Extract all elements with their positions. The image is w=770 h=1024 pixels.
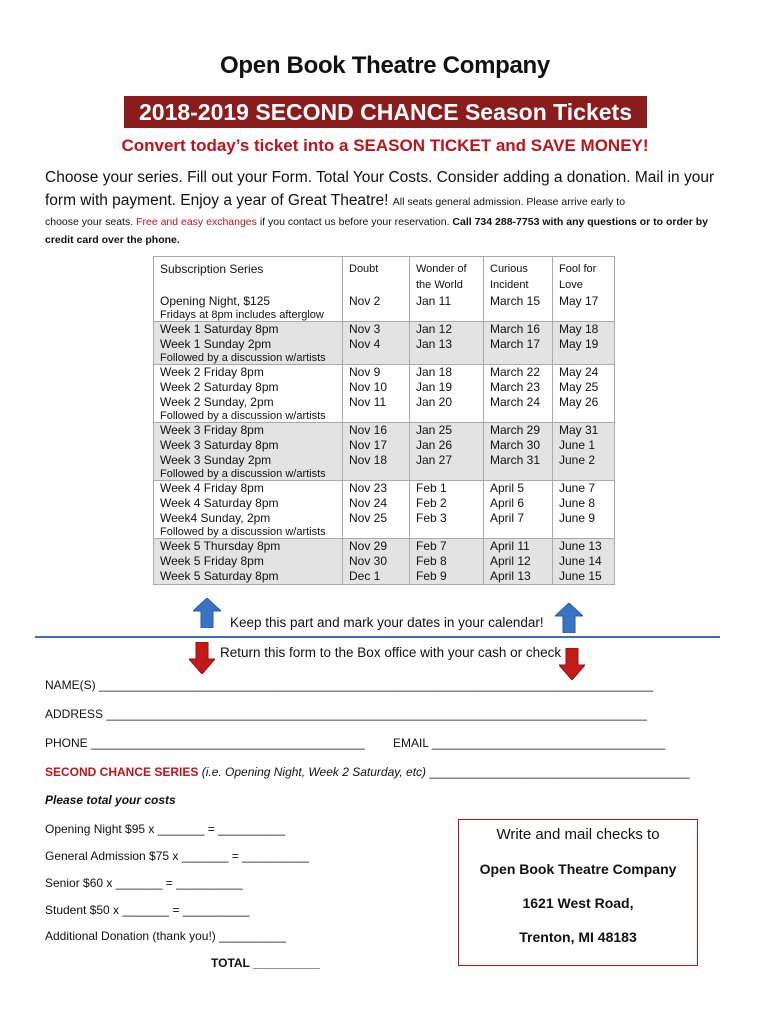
empty-cell	[553, 526, 615, 539]
table-note-row	[154, 410, 615, 423]
date-cell: Nov 11	[343, 395, 410, 410]
table-row	[154, 539, 615, 555]
date-cell: Nov 17	[343, 438, 410, 453]
empty-cell	[343, 526, 410, 539]
address-field[interactable]: ADDRESS _________________________________________________________________________________	[45, 707, 647, 721]
email-field[interactable]: EMAIL ___________________________________	[393, 736, 666, 750]
date-cell: Jan 12	[410, 322, 484, 338]
up-arrow-icon	[193, 598, 221, 628]
empty-cell	[484, 352, 553, 365]
series-name-cell: Week 1 Sunday 2pm	[154, 337, 343, 352]
series-name-cell: Week 2 Saturday 8pm	[160, 380, 279, 394]
series-name-cell: Week 4 Saturday 8pm	[160, 496, 279, 510]
date-cell: Feb 9	[410, 569, 484, 585]
date-cell: Jan 11	[410, 294, 484, 309]
date-cell: Nov 2	[343, 294, 410, 309]
date-cell: March 31	[484, 453, 553, 468]
date-cell: April 6	[484, 496, 553, 511]
table-note-row	[154, 309, 615, 322]
company-title: Open Book Theatre Company	[220, 52, 550, 79]
date-cell: Feb 8	[410, 554, 484, 569]
series-name-cell: Week 5 Saturday 8pm	[154, 569, 343, 585]
table-row	[154, 481, 615, 497]
series-field[interactable]	[45, 765, 690, 779]
series-note: Followed by a discussion w/artists	[160, 526, 326, 538]
empty-cell	[343, 468, 410, 481]
date-cell: Jan 25	[410, 423, 484, 439]
empty-cell	[343, 352, 410, 365]
date-cell: June 1	[553, 438, 615, 453]
date-cell: March 16	[484, 322, 553, 338]
keep-part-note: Keep this part and mark your dates in your calendar!	[230, 615, 544, 630]
date-cell: June 14	[553, 554, 615, 569]
call-text: Call 734 288-7753 with any questions or to order by credit card over the phone.	[45, 216, 709, 246]
empty-cell	[553, 352, 615, 365]
date-cell: May 25	[553, 380, 615, 395]
table-row	[154, 365, 615, 381]
return-form-note: Return this form to the Box office with your cash or check	[220, 645, 562, 660]
date-cell: March 24	[484, 395, 553, 410]
date-cell: May 17	[553, 294, 615, 309]
date-cell: Nov 18	[343, 453, 410, 468]
date-cell: Feb 7	[410, 539, 484, 555]
up-arrow-icon	[555, 603, 583, 633]
date-cell: Nov 4	[343, 337, 410, 352]
series-name-cell: Week 5 Friday 8pm	[154, 554, 343, 569]
empty-cell	[484, 410, 553, 423]
senior-cost-line[interactable]: Senior $60 x _______ = __________	[45, 876, 243, 890]
series-name-cell: Week 2 Sunday, 2pm	[160, 395, 274, 409]
mail-street: 1621 West Road,	[522, 895, 634, 911]
table-note-row	[154, 526, 615, 539]
series-name-cell: Week 3 Saturday 8pm	[154, 438, 343, 453]
date-cell: Jan 20	[410, 395, 484, 410]
date-cell: Nov 9	[343, 365, 410, 381]
date-cell: April 5	[484, 481, 553, 497]
date-cell: June 13	[553, 539, 615, 555]
column-header: Doubt	[343, 257, 410, 295]
table-row	[154, 337, 615, 352]
date-cell: May 19	[553, 337, 615, 352]
donation-line[interactable]: Additional Donation (thank you!) __________	[45, 929, 286, 943]
date-cell: March 22	[484, 365, 553, 381]
date-cell: March 23	[484, 380, 553, 395]
table-row	[154, 453, 615, 468]
date-cell: Nov 29	[343, 539, 410, 555]
table-row	[154, 554, 615, 569]
column-header: Wonder of the World	[410, 257, 484, 295]
series-note: Followed by a discussion w/artists	[160, 410, 326, 422]
phone-field[interactable]: PHONE _________________________________________	[45, 736, 365, 750]
table-note-row	[154, 468, 615, 481]
name-field[interactable]: NAME(S) ___________________________________________________________________________________	[45, 678, 653, 692]
opening-night-cost-line[interactable]: Opening Night $95 x _______ = __________	[45, 822, 285, 836]
series-name-cell: Week 5 Thursday 8pm	[154, 539, 343, 555]
intro-paragraph	[45, 166, 725, 214]
empty-cell	[553, 410, 615, 423]
date-cell: Nov 3	[343, 322, 410, 338]
column-header: Curious Incident	[484, 257, 553, 295]
series-name-cell: Week 2 Friday 8pm	[154, 365, 343, 381]
date-cell: Nov 10	[343, 380, 410, 395]
student-cost-line[interactable]: Student $50 x _______ = __________	[45, 903, 250, 917]
totals-title: Please total your costs	[45, 793, 176, 807]
series-blank[interactable]: _______________________________________	[429, 765, 690, 779]
date-cell: May 18	[553, 322, 615, 338]
empty-cell	[553, 468, 615, 481]
empty-cell	[410, 468, 484, 481]
table-row	[154, 511, 615, 526]
mail-instruction: Write and mail checks to	[496, 826, 660, 843]
empty-cell	[343, 410, 410, 423]
series-note: Fridays at 8pm includes afterglow	[160, 309, 324, 321]
series-name-cell: Opening Night, $125	[160, 294, 271, 308]
down-arrow-icon	[559, 648, 585, 680]
intro-seats-text: choose your seats.	[45, 216, 134, 228]
schedule-header-row	[154, 257, 615, 295]
date-cell: June 2	[553, 453, 615, 468]
date-cell: March 29	[484, 423, 553, 439]
schedule-table	[153, 256, 615, 585]
exchange-condition-text: if you contact us before your reservation.	[259, 216, 450, 228]
series-note: Followed by a discussion w/artists	[154, 468, 343, 481]
date-cell: Jan 18	[410, 365, 484, 381]
series-hint: (i.e. Opening Night, Week 2 Saturday, etc)	[201, 765, 427, 779]
series-name-cell: Week 4 Friday 8pm	[154, 481, 343, 497]
date-cell: Feb 1	[410, 481, 484, 497]
empty-cell	[410, 352, 484, 365]
season-banner: 2018-2019 SECOND CHANCE Season Tickets	[124, 96, 647, 128]
empty-cell	[410, 526, 484, 539]
intro-seating-note: All seats general admission. Please arrive early to	[392, 196, 626, 208]
date-cell: June 9	[553, 511, 615, 526]
date-cell: April 12	[484, 554, 553, 569]
table-note-row	[154, 352, 615, 365]
mail-city: Trenton, MI 48183	[519, 929, 637, 945]
date-cell: April 11	[484, 539, 553, 555]
table-row	[154, 423, 615, 439]
date-cell: Feb 2	[410, 496, 484, 511]
date-cell: March 15	[484, 294, 553, 309]
series-note: Followed by a discussion w/artists	[154, 352, 343, 365]
date-cell: April 13	[484, 569, 553, 585]
date-cell: June 8	[553, 496, 615, 511]
series-name-cell: Week 3 Friday 8pm	[154, 423, 343, 439]
series-name-cell: Week 3 Sunday 2pm	[154, 453, 343, 468]
empty-cell	[410, 410, 484, 423]
date-cell: Jan 26	[410, 438, 484, 453]
table-row	[154, 380, 615, 395]
date-cell: Jan 27	[410, 453, 484, 468]
mail-payee: Open Book Theatre Company	[479, 861, 677, 877]
date-cell: June 15	[553, 569, 615, 585]
table-row	[154, 322, 615, 338]
date-cell: Nov 25	[343, 511, 410, 526]
column-header: Fool for Love	[553, 257, 615, 295]
series-name-cell: Week 1 Saturday 8pm	[154, 322, 343, 338]
table-row	[154, 438, 615, 453]
exchanges-text: Free and easy exchanges	[136, 216, 257, 228]
intro-paragraph-2	[45, 213, 725, 249]
empty-cell	[343, 309, 410, 322]
date-cell: April 7	[484, 511, 553, 526]
down-arrow-icon	[189, 642, 215, 674]
date-cell: Feb 3	[410, 511, 484, 526]
date-cell: May 24	[553, 365, 615, 381]
series-name-cell: Week4 Sunday, 2pm	[160, 511, 271, 525]
date-cell: March 30	[484, 438, 553, 453]
series-label: SECOND CHANCE SERIES	[45, 765, 199, 779]
general-admission-cost-line[interactable]: General Admission $75 x _______ = __________	[45, 849, 309, 863]
date-cell: Nov 23	[343, 481, 410, 497]
intro-main-text: Choose your series. Fill out your Form. Total Your Costs. Consider adding a donation. Mail in your form with payment. Enjoy a year of Great Theatre!	[45, 169, 715, 209]
table-row	[154, 395, 615, 410]
cut-divider	[35, 636, 720, 638]
empty-cell	[484, 309, 553, 322]
date-cell: Jan 19	[410, 380, 484, 395]
empty-cell	[484, 468, 553, 481]
date-cell: March 17	[484, 337, 553, 352]
date-cell: Nov 24	[343, 496, 410, 511]
date-cell: Dec 1	[343, 569, 410, 585]
table-row	[154, 294, 615, 309]
convert-headline: Convert today’s ticket into a SEASON TICKET and SAVE MONEY!	[121, 136, 649, 155]
empty-cell	[410, 309, 484, 322]
date-cell: Nov 16	[343, 423, 410, 439]
date-cell: June 7	[553, 481, 615, 497]
total-line[interactable]: TOTAL __________	[211, 956, 320, 970]
date-cell: May 26	[553, 395, 615, 410]
date-cell: May 31	[553, 423, 615, 439]
mail-checks-box	[458, 819, 698, 966]
table-row	[154, 496, 615, 511]
empty-cell	[484, 526, 553, 539]
date-cell: Jan 13	[410, 337, 484, 352]
empty-cell	[553, 309, 615, 322]
table-row	[154, 569, 615, 585]
date-cell: Nov 30	[343, 554, 410, 569]
column-header: Subscription Series	[160, 262, 264, 276]
